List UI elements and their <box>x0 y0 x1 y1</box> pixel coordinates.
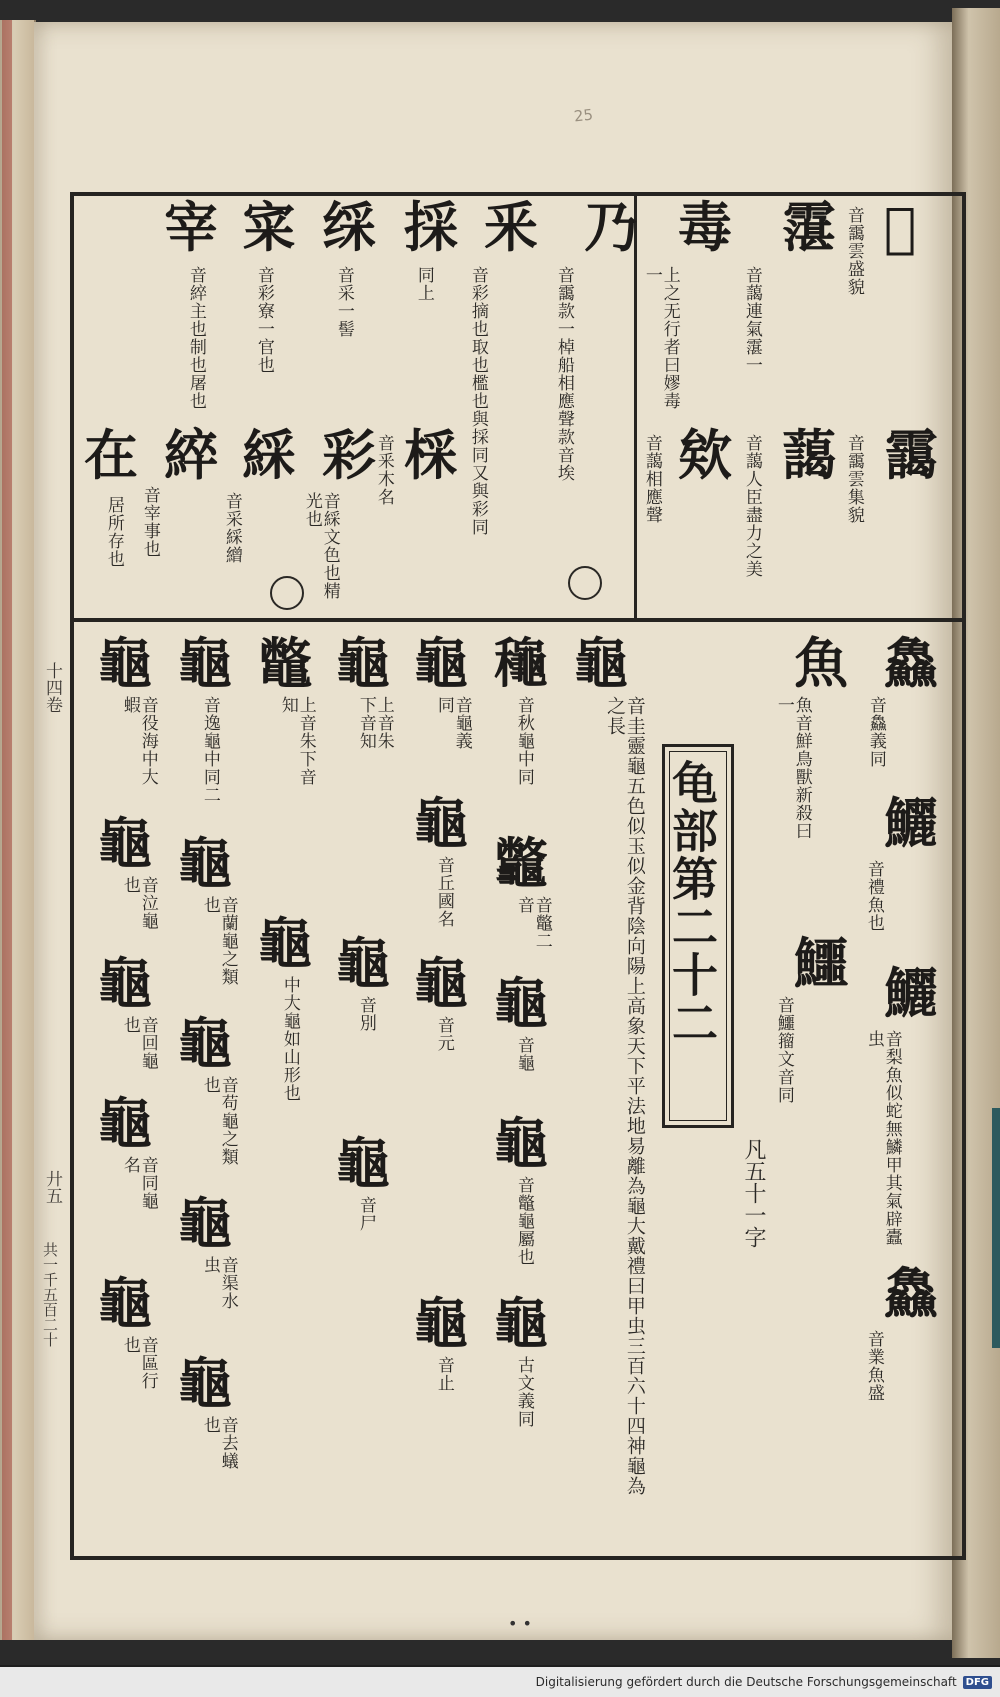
gloss: 音業魚盛 <box>863 1330 884 1402</box>
gloss: 音鼈龜屬也 <box>513 1176 534 1266</box>
gloss: 音丘國名 <box>433 856 454 928</box>
gloss: 音采一髻 <box>333 266 354 338</box>
head-char: 棌 <box>404 423 458 487</box>
margin-volume-label: 十四卷 <box>42 662 62 713</box>
head-char: 龜 <box>178 1351 232 1415</box>
page <box>34 22 952 1640</box>
head-char: 龜 <box>98 811 152 875</box>
gloss: 魚音鮮鳥獸新殺曰一 <box>773 696 812 840</box>
gloss: 音逸龜中同二 <box>199 696 220 804</box>
head-char: 龜 <box>98 1091 152 1155</box>
head-char: 藹 <box>782 423 836 487</box>
head-char: 彩 <box>322 423 376 487</box>
head-char: 欸 <box>678 423 732 487</box>
gloss: 音綵文色也精光也 <box>301 492 340 600</box>
head-char: 綷 <box>164 423 218 487</box>
head-char: 宰 <box>164 195 218 259</box>
gloss: 音藹相應聲 <box>641 434 662 524</box>
head-char: 綵 <box>242 423 296 487</box>
ink-dots: • • <box>508 1614 532 1633</box>
head-char: 鱺 <box>884 961 938 1025</box>
folio-number: 25 <box>573 105 594 126</box>
head-char: 乃 <box>584 195 638 259</box>
head-char: 釆 <box>484 195 538 259</box>
gloss: 音回龜也 <box>119 1016 158 1070</box>
head-char: 龜 <box>98 1271 152 1335</box>
gloss: 古文義同 <box>513 1356 534 1428</box>
head-char: 龞 <box>494 831 548 895</box>
gloss: 音元 <box>433 1016 454 1052</box>
gloss: 音龜義同 <box>433 696 472 750</box>
character-count: 凡五十一字 <box>741 1138 766 1248</box>
head-char: 龜 <box>494 1111 548 1175</box>
head-char: 採 <box>404 195 458 259</box>
column-rule <box>634 196 637 618</box>
gloss: 音藹連氣霮一 <box>741 266 762 374</box>
head-char: 霮 <box>782 195 836 259</box>
gloss: 音苟龜之類也 <box>199 1076 238 1166</box>
head-char: 龜 <box>494 971 548 1035</box>
gloss: 音靄雲盛貌 <box>843 206 864 296</box>
gloss: 音宰事也 <box>139 486 160 558</box>
gloss: 上音朱下音知 <box>355 696 394 750</box>
gloss: 音鱻義同 <box>865 696 886 768</box>
section-title: 龟部第二十二 <box>665 759 719 1047</box>
gloss: 音圭靈龜五色似玉似金背陰向陽上高象天下平法地易離為龜大戴禮曰甲虫三百六十四神龜為之長 <box>603 696 646 1496</box>
gloss: 音秋龜中同 <box>513 696 534 786</box>
gloss: 音區行也 <box>119 1336 158 1390</box>
head-char: 龜 <box>414 951 468 1015</box>
section-divider <box>74 618 962 622</box>
head-char: 鼈 <box>258 631 312 695</box>
gloss: 上之无行者曰嫪毒一 <box>641 266 680 410</box>
head-char: 龜 <box>178 831 232 895</box>
gloss: 居所存也 <box>103 496 124 568</box>
head-char: 龜 <box>414 791 468 855</box>
gloss: 音泣龜也 <box>119 876 158 930</box>
head-char: 鱻 <box>884 631 938 695</box>
gloss: 音藹人臣盡力之美 <box>741 434 762 578</box>
footer-text: Digitalisierung gefördert durch die Deutsche Forschungsgemeinschaft <box>535 1675 957 1689</box>
head-char: 龝 <box>494 631 548 695</box>
head-char: 寀 <box>242 195 296 259</box>
gloss: 音靄款一棹船相應聲款音埃 <box>553 266 574 482</box>
gloss: 音蘭龜之類也 <box>199 896 238 986</box>
head-char: 龜 <box>178 631 232 695</box>
gloss: 音鼈二音 <box>513 896 552 950</box>
gloss: 音采綵繒 <box>221 492 242 564</box>
gloss: 音別 <box>355 996 376 1032</box>
gloss: 音綷主也制也屠也 <box>185 266 206 410</box>
digitization-footer <box>0 1667 1000 1697</box>
gloss: 中大龜如山形也 <box>279 976 300 1102</box>
head-char: 龜 <box>574 631 628 695</box>
gloss: 音去蟻也 <box>199 1416 238 1470</box>
gloss: 音龜 <box>513 1036 534 1072</box>
head-char: 龜 <box>336 1131 390 1195</box>
gloss: 音禮魚也 <box>863 860 884 932</box>
gloss: 音鱷籀文音同 <box>773 996 794 1104</box>
head-char: 毒 <box>678 195 732 259</box>
head-char: 龜 <box>178 1011 232 1075</box>
dfg-logo: DFG <box>963 1676 992 1689</box>
head-char: 魚 <box>794 631 848 695</box>
gloss: 音釆木名 <box>373 434 394 506</box>
head-char: 龜 <box>178 1191 232 1255</box>
gloss: 音彩寮一官也 <box>253 266 274 374</box>
head-char: 龜 <box>258 911 312 975</box>
entry-circle-mark <box>568 566 602 600</box>
margin-leaf-number: 廾五 <box>42 1170 62 1204</box>
entry-circle-mark <box>270 576 304 610</box>
head-char: 龜 <box>336 931 390 995</box>
section-title-box <box>662 744 734 1128</box>
head-char: 鱻 <box>884 1261 938 1325</box>
head-char: 龜 <box>414 631 468 695</box>
gloss: 同上 <box>413 266 434 302</box>
head-char: 𩆧 <box>884 195 917 259</box>
head-char: 龜 <box>414 1291 468 1355</box>
text-frame <box>70 192 966 1560</box>
gloss: 音梨魚似蛇無鱗甲其氣辟蠹虫 <box>863 1030 902 1246</box>
left-page-edge <box>0 20 36 1640</box>
head-char: 龜 <box>494 1291 548 1355</box>
head-char: 鱺 <box>884 791 938 855</box>
gloss: 音尸 <box>355 1196 376 1232</box>
head-char: 鱷 <box>794 931 848 995</box>
gloss: 音止 <box>433 1356 454 1392</box>
head-char: 龜 <box>336 631 390 695</box>
gloss: 音同龜名 <box>119 1156 158 1210</box>
head-char: 龜 <box>98 951 152 1015</box>
head-char: 䌽 <box>322 195 376 259</box>
gloss: 音渠水虫 <box>199 1256 238 1310</box>
gloss: 音役海中大蝦 <box>119 696 158 786</box>
head-char: 在 <box>84 423 138 487</box>
gloss: 音靄雲集貌 <box>843 434 864 524</box>
margin-char-total: 共一千五百二十 <box>41 1242 59 1347</box>
head-char: 龜 <box>98 631 152 695</box>
gloss: 上音朱下音知 <box>277 696 316 786</box>
gloss: 音彩摘也取也檻也與採同又與彩同 <box>467 266 488 536</box>
head-char: 靄 <box>884 423 938 487</box>
